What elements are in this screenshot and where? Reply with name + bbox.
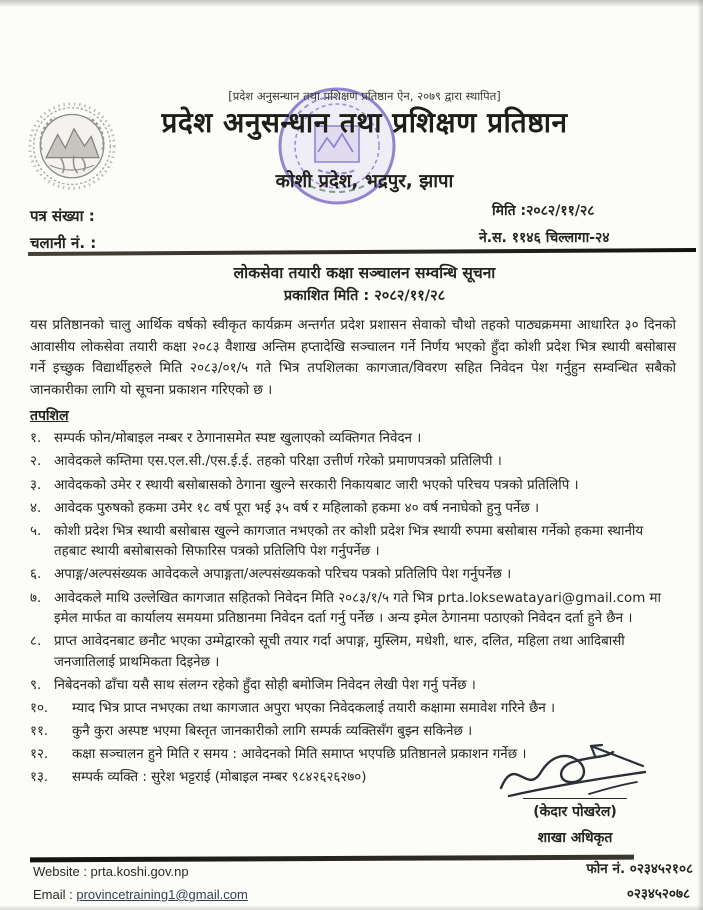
list-item-text: आवेदकले माथि उल्लेखित कागजात सहितको निवेदन मिति २०८३/१/५ गते भित्र prta.loksewatayari@gmail.com मा इमेल मार्फत वा कार्यालय समयमा प्रतिष्ठानमा निवेदन दर्ता गर्नु पर्नेछ । अन्य इमेल ठेगानमा पठाएको निवेदन दर्ता हुने छैन । xyxy=(54,590,661,627)
list-item-text: आवेदकको उमेर र स्थायी बसोबासको ठेगाना खुल्ने सरकारी निकायबाट जारी भएको परिचय पत्रको प्रतिलिपि । xyxy=(54,477,579,493)
header-divider-rule xyxy=(28,248,696,256)
established-by-line: [प्रदेश अनुसन्धान तथा प्रशिक्षण प्रतिष्ठान ऐन, २०७९ द्वारा स्थापित] xyxy=(228,89,501,103)
list-item xyxy=(30,632,676,673)
dispatch-number-label: चलानी नं. : xyxy=(30,234,97,252)
list-item-number: ८. xyxy=(30,634,42,650)
list-item-number: १. xyxy=(30,431,42,447)
list-item xyxy=(30,589,676,630)
list-item xyxy=(30,499,676,520)
list-item-text: अपाङ्ग/अल्पसंख्यक आवेदकले अपाङ्गता/अल्पसंख्यकको परिचय पत्रको प्रतिलिपि पेश गर्नुपर्नेछ । xyxy=(54,567,512,583)
published-date-line: प्रकाशित मिति : २०८२/११/२८ xyxy=(283,288,446,304)
list-item-text: सम्पर्क फोन/मोबाइल नम्बर र ठेगानासमेत स्पष्ट खुलाएको व्यक्तिगत निवेदन । xyxy=(54,431,422,447)
body-paragraph: यस प्रतिष्ठानको चालु आर्थिक वर्षको स्वीकृत कार्यक्रम अन्तर्गत प्रदेश प्रशासन सेवाको चौथो तहको पाठ्यक्रममा आधारित ३० दिनको आवासीय लोकसेवा तयारी कक्षा २०८३ वैशाख अन्तिम हप्तादेखि सञ्चालन गर्ने निर्णय भएको हुँदा कोशी प्रदेश भित्र स्थायी बसोबास गर्ने इच्छुक विद्यार्थीहरुले मिति २०८३/०१/५ गते भित्र तपशिलका कागजात/विवरण सहित निवेदन पेश गर्नुहुन सम्वन्धित सबैको जानकारीका लागि यो सूचना प्रकाशन गरिएको छ । xyxy=(30,317,676,398)
footer-phone-1: फोन नं. ०२३४५२१०८ xyxy=(586,861,693,877)
footer-email-line xyxy=(33,887,248,902)
footer-divider-rule xyxy=(30,855,634,863)
list-item-text: कक्षा सञ्चालन हुने मिति र समय : आवेदनको मिति समाप्त भएपछि प्रतिष्ठानले प्रकाशन गर्नेछ । xyxy=(72,747,527,763)
notice-title: लोकसेवा तयारी कक्षा सञ्चालन सम्वन्धि सूचना xyxy=(233,264,496,282)
reference-number: ने.स. ११४६ चिल्लागा-२४ xyxy=(479,230,610,246)
footer-email-link[interactable]: provincetraining1@gmail.com xyxy=(76,887,248,902)
list-item-number: ५. xyxy=(30,523,42,539)
signatory-title: शाखा अधिकृत xyxy=(537,830,613,846)
list-item xyxy=(30,522,676,563)
signatory-name: (केदार पोखरेल) xyxy=(533,804,617,820)
list-item-number: १०. xyxy=(30,701,49,716)
list-item xyxy=(30,476,676,497)
organization-address: कोशी प्रदेश, भद्रपुर, झापा xyxy=(275,171,454,192)
handwritten-signature-icon xyxy=(493,738,658,802)
paper-bottom-shadow xyxy=(0,905,703,910)
list-item-text: कोशी प्रदेश भित्र स्थायी बसोबास खुल्ने कागजात नभएको तर कोशी प्रदेश भित्र स्थायी रुपमा बसोबास गर्नेको हकमा स्थानीय तहबाट स्थायी बसोबासको सिफारिस पत्रको प्रतिलिपि पेश गर्नुपर्नेछ । xyxy=(54,523,644,560)
list-heading: तपशिल xyxy=(30,408,69,425)
list-item xyxy=(30,452,676,473)
list-item-text: प्राप्त आवेदनबाट छनौट भएका उम्मेद्वारको सूची तयार गर्दा अपाङ्ग, मुस्लिम, मधेशी, थारु, दलित, महिला तथा आदिबासी जनजातिलाई प्राथमिकता दिइनेछ । xyxy=(54,634,625,670)
list-item-number: ९. xyxy=(30,677,42,693)
list-item-text: निबेदनको ढाँचा यसै साथ संलग्न रहेको हुँदा सोही बमोजिम निवेदन लेखी पेश गर्नु पर्नेछ । xyxy=(54,677,476,693)
list-item-text: कुनै कुरा अस्पष्ट भएमा बिस्तृत जानकारीको लागि सम्पर्क व्यक्तिसँग बुझ्न सकिनेछ । xyxy=(72,724,473,740)
list-item xyxy=(30,565,676,586)
list-item-text: आवेदकले कम्तिमा एस.एल.सी./एस.ई.ई. तहको परिक्षा उत्तीर्ण गरेको प्रमाणपत्रको प्रतिलिपी । xyxy=(54,454,502,470)
signature-underline xyxy=(523,798,627,799)
requirements-list xyxy=(30,429,676,789)
list-item xyxy=(30,699,676,720)
list-item-text: सम्पर्क व्यक्ति : सुरेश भट्टराई (मोबाइल नम्बर ९८४२६२६२७०) xyxy=(72,770,367,786)
list-item-text: म्याद भित्र प्राप्त नभएका तथा कागजात अपुरा भएका निवेदकलाई तयारी कक्षामा समावेश गरिने छैन । xyxy=(72,701,556,716)
list-item-number: ४. xyxy=(30,500,42,516)
list-item-number: ७. xyxy=(30,590,42,606)
notice-body xyxy=(30,315,676,791)
list-item-number: १२. xyxy=(30,747,49,763)
footer-phone-2: ०२३४५२०७८ xyxy=(626,886,690,902)
footer-website: Website : prta.koshi.gov.np xyxy=(33,864,189,879)
list-item-number: ३. xyxy=(30,477,42,493)
list-item-text: आवेदक पुरुषको हकमा उमेर १८ वर्ष पूरा भई ३५ वर्ष र महिलाको हकमा ४० वर्ष ननाघेको हुनु पर्नेछ । xyxy=(54,500,540,516)
list-item-number: ११. xyxy=(30,724,49,740)
list-item xyxy=(30,429,676,450)
paper-top-shadow xyxy=(0,0,703,7)
letter-number-label: पत्र संख्या : xyxy=(30,207,95,225)
footer-email-label: Email : xyxy=(33,887,77,902)
list-item-number: १३. xyxy=(30,770,49,786)
list-item-number: ६. xyxy=(30,567,42,583)
organization-name: प्रदेश अनुसन्धान तथा प्रशिक्षण प्रतिष्ठान xyxy=(161,106,568,139)
signature-block xyxy=(485,738,665,847)
letter-date: मिति :२०८२/११/२८ xyxy=(492,203,595,219)
list-item xyxy=(30,676,676,697)
list-item-number: २. xyxy=(30,454,42,470)
